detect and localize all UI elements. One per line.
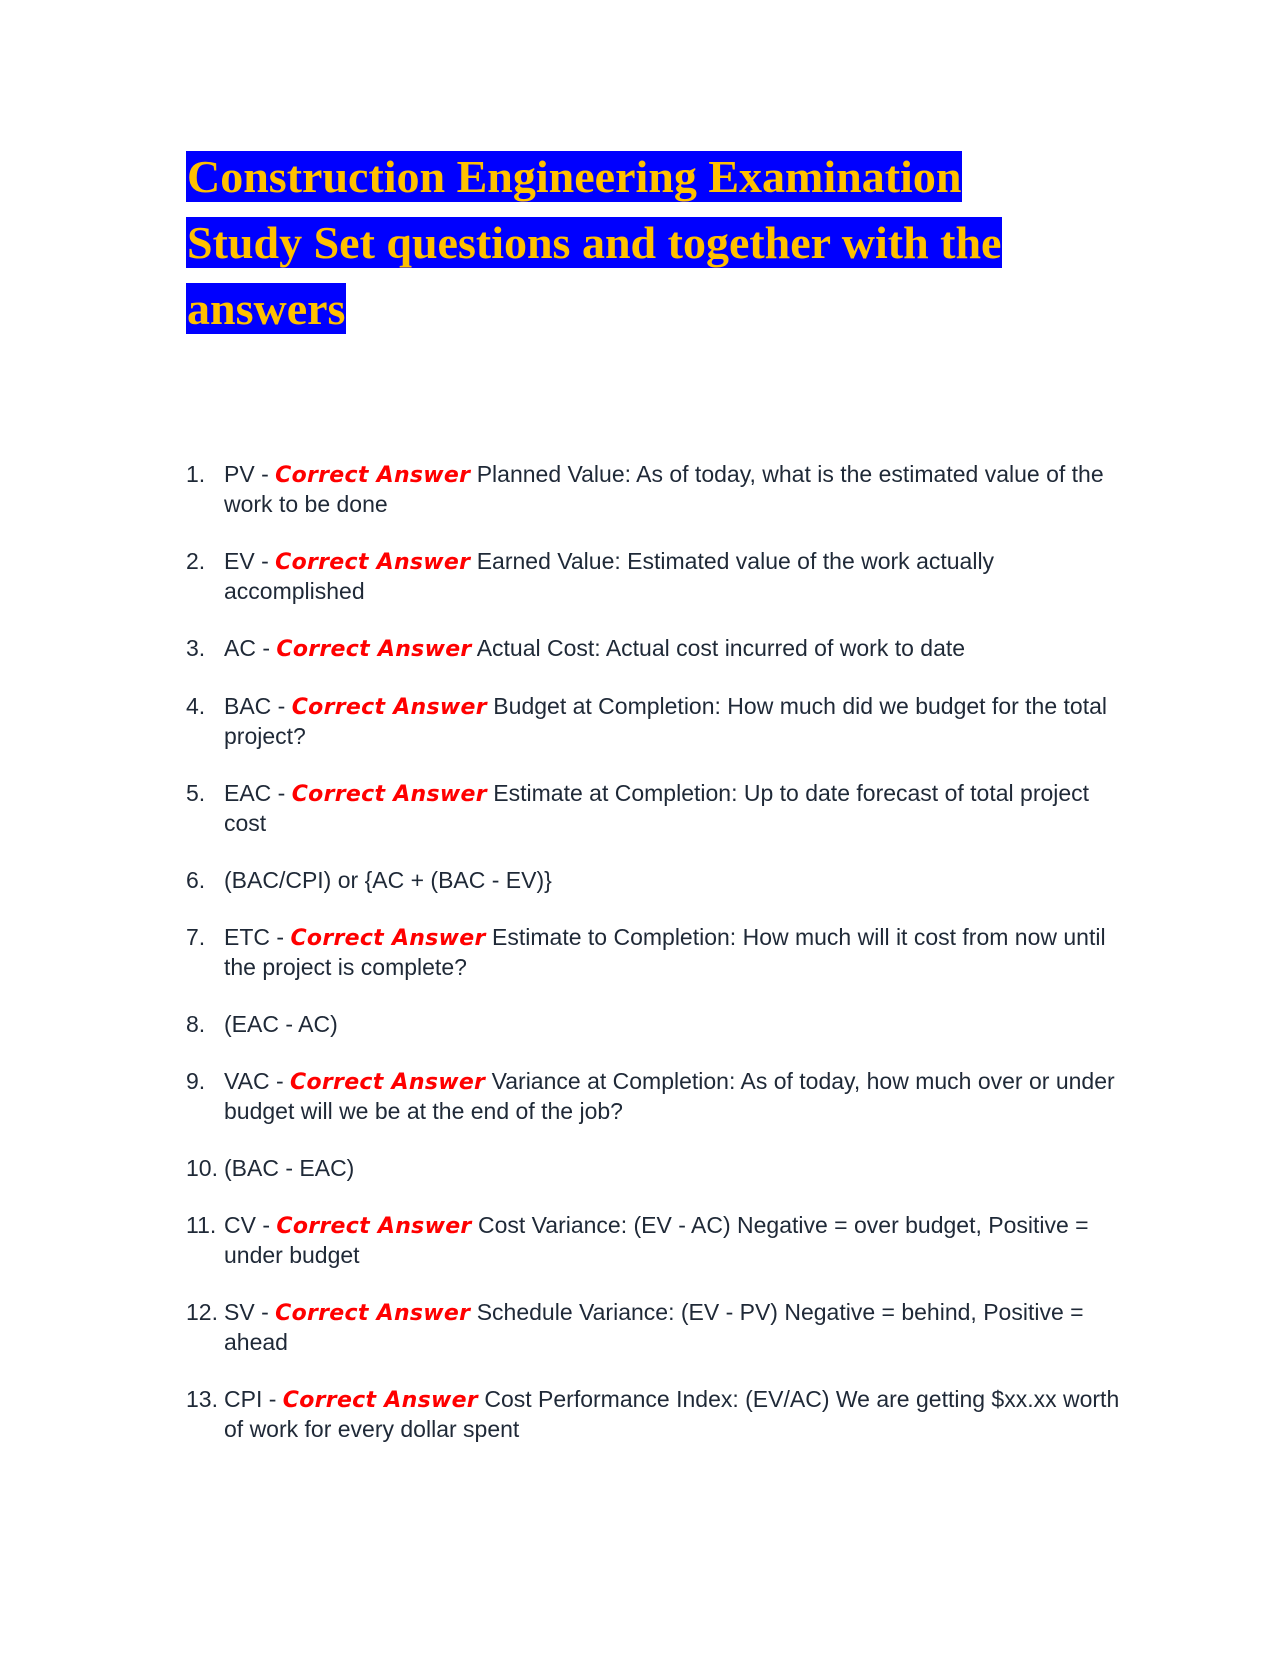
qa-item-number: 2. [186, 548, 206, 574]
document-title-text: Construction Engineering Examination Study Set questions and together with the answers [187, 151, 1002, 334]
qa-item-number: 10. [186, 1155, 218, 1181]
qa-item [186, 779, 1126, 838]
qa-item-number: 6. [186, 867, 206, 893]
qa-item-definition: Estimate at Completion: Up to date forecast of total project cost [224, 780, 1096, 836]
qa-item-number: 8. [186, 1011, 206, 1037]
qa-item-definition: Earned Value: Estimated value of the work actually accomplished [224, 548, 1001, 604]
correct-answer-label: Correct Answer [291, 695, 487, 720]
qa-list [186, 460, 1126, 1472]
qa-item-term: EAC - [224, 780, 292, 806]
qa-item-definition: Actual Cost: Actual cost incurred of work to date [471, 635, 966, 661]
qa-item-definition: Variance at Completion: As of today, how much over or under budget will we be at the end of the job? [224, 1068, 1122, 1124]
qa-item [186, 460, 1126, 519]
qa-item-term: AC - [224, 635, 277, 661]
qa-item-text: (BAC/CPI) or {AC + (BAC - EV)} [224, 867, 552, 893]
qa-item [186, 866, 1126, 895]
qa-item [186, 1385, 1126, 1444]
qa-item-term: PV - [224, 461, 276, 487]
qa-item [186, 692, 1126, 751]
correct-answer-label: Correct Answer [275, 550, 471, 575]
correct-answer-label: Correct Answer [282, 1388, 478, 1413]
qa-item [186, 1211, 1126, 1270]
correct-answer-label: Correct Answer [290, 1070, 486, 1095]
qa-item-number: 11. [186, 1212, 217, 1238]
correct-answer-label: Correct Answer [290, 926, 486, 951]
qa-item-number: 1. [186, 461, 206, 487]
correct-answer-label: Correct Answer [276, 1214, 472, 1239]
qa-item-number: 9. [186, 1068, 206, 1094]
qa-item-number: 12. [186, 1299, 218, 1325]
qa-item-definition: Cost Performance Index: (EV/AC) We are getting $xx.xx worth of work for every dollar spent [224, 1386, 1126, 1442]
correct-answer-label: Correct Answer [276, 637, 472, 662]
qa-item-definition: Cost Variance: (EV - AC) Negative = over budget, Positive = under budget [224, 1212, 1096, 1268]
qa-item-term: SV - [224, 1299, 276, 1325]
correct-answer-label: Correct Answer [275, 463, 471, 488]
document-title [186, 144, 1086, 342]
qa-item-number: 7. [186, 924, 206, 950]
qa-item-term: ETC - [224, 924, 291, 950]
qa-item-number: 13. [186, 1386, 218, 1412]
qa-item [186, 547, 1126, 606]
qa-item [186, 1154, 1126, 1183]
qa-item-text: (EAC - AC) [224, 1011, 338, 1037]
correct-answer-label: Correct Answer [275, 1301, 471, 1326]
qa-item-definition: Schedule Variance: (EV - PV) Negative = behind, Positive = ahead [224, 1299, 1090, 1355]
correct-answer-label: Correct Answer [291, 782, 487, 807]
qa-item-term: BAC - [224, 693, 292, 719]
qa-item-term: VAC - [224, 1068, 291, 1094]
qa-item-term: EV - [224, 548, 276, 574]
qa-item-definition: Estimate to Completion: How much will it cost from now until the project is complete? [224, 924, 1112, 980]
qa-item-term: CPI - [224, 1386, 283, 1412]
qa-item [186, 1067, 1126, 1126]
qa-item-definition: Budget at Completion: How much did we budget for the total project? [224, 693, 1114, 749]
qa-item [186, 634, 1126, 664]
qa-item-number: 4. [186, 693, 206, 719]
qa-item [186, 1010, 1126, 1039]
qa-item [186, 923, 1126, 982]
qa-item-number: 5. [186, 780, 206, 806]
qa-item-text: (BAC - EAC) [224, 1155, 355, 1181]
qa-item-term: CV - [224, 1212, 277, 1238]
qa-item-number: 3. [186, 635, 206, 661]
qa-item [186, 1298, 1126, 1357]
qa-item-definition: Planned Value: As of today, what is the estimated value of the work to be done [224, 461, 1111, 517]
